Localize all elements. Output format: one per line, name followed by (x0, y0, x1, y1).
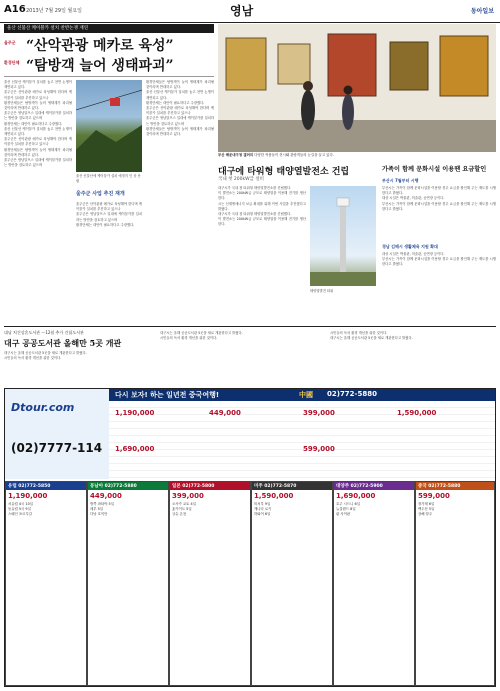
ad-row: 뉴질랜드 8일 (336, 507, 356, 511)
library-body-3 (330, 331, 496, 385)
ad-row: 규슈 온천 (172, 512, 187, 516)
culture-body (382, 186, 496, 240)
photo-caption: 울산 신불산에 케이블카 설치 예정지 인 상 산림 (76, 174, 141, 183)
culture-sub1: 부산시 7월부터 시행 (382, 178, 419, 183)
article-body-col1 (4, 80, 72, 320)
caption-text: 다양한 작품들이 전시돼 관람객들의 눈길을 끌고 있다. (254, 153, 334, 157)
headline-2: “탐방객 늘어 생태파괴” (26, 58, 174, 74)
banner-phone: 02)772-5880 (327, 390, 377, 398)
ad-price: 399,000 (303, 409, 335, 417)
ad-row: 괌 사이판 (336, 512, 351, 516)
body-line: 울주군은 영남알프스 일대에 케이블카를 설치하는 방안을 검토하고 있으며 (4, 158, 72, 168)
ad-row: 하와이 6일 (254, 512, 271, 516)
body-line: 울주군은 영남알프스 일대에 케이블카를 설치하는 방안을 검토하고 있으며 (4, 111, 72, 121)
banner-china: 中國 (299, 391, 313, 399)
ad-banner-left[interactable] (5, 389, 109, 479)
ad-row: 백두산 5일 (418, 507, 435, 511)
culture-body-2 (382, 252, 496, 322)
body-line: 부산시는 가족이 함께 문화시설을 이용할 경우 요금을 할인해 주는 제도를 시행한다고 밝혔다. (382, 257, 496, 267)
ad-price: 1,590,000 (397, 409, 437, 417)
body-line: 대구시는 올해 공공도서관 5곳을 새로 개관한다고 밝혔다. (4, 351, 87, 355)
ad-column-header: 미주 02)772-5870 (252, 482, 332, 490)
side-label-bottom: 환경단체 (4, 60, 20, 65)
ad-row: 오사카 교토 4일 (172, 502, 196, 506)
body-line: 환경단체들은 탐방객이 늘어 생태계가 파괴될 것이라며 반대하고 있다. (4, 100, 72, 111)
body-line: 환경단체는 대안이 필요하다고 주장했다. (4, 121, 63, 126)
body-line: 대구시가 국내 첫 타워형 태양열발전소를 건립했다. (218, 186, 292, 190)
ad-row: 홋카이도 5일 (172, 507, 192, 511)
body-line: 이 발전소는 200kW급 규모로 태양열을 이용해 전기를 생산한다. (218, 191, 306, 201)
body-line: 시는 신재생에너지 보급 확대를 위해 이번 사업을 추진했다고 밝혔다. (218, 201, 306, 211)
caption-title: 부산 해운대구청 갤러리 (218, 153, 254, 157)
headline-1: “산악관광 메카로 육성” (26, 38, 174, 54)
ad-column-header: 중국 02)772-5880 (416, 482, 494, 490)
article-solar (218, 164, 378, 324)
body-line: 대상 시설은 박물관, 미술관, 공연장 등이다. (382, 252, 445, 256)
body-line: 울주군은 산악관광 메카로 육성해야 한다며 케이블카 설치를 추진하고 있으나 (146, 106, 214, 116)
ad-row: 호주 시드니 6일 (336, 502, 360, 506)
solar-body (218, 186, 306, 322)
solar-photo-caption: 태양열발전 타워 (310, 289, 334, 293)
body-line: 시민들의 독서 환경 개선을 위한 것이다. (160, 336, 218, 341)
ad-price: 1,590,000 (254, 492, 294, 500)
article-culture (382, 164, 496, 324)
solar-tower-illustration (310, 186, 376, 286)
ad-column-header: 동남아 02)772-5880 (88, 482, 168, 490)
library-body-2 (160, 331, 326, 385)
gallery-photo (218, 24, 496, 152)
library-body (4, 351, 154, 385)
section-title: 영남 (230, 4, 254, 18)
ad-price: 449,000 (90, 492, 122, 500)
ad-column-europe[interactable] (5, 481, 87, 686)
ad-row: 장가계 6일 (418, 502, 435, 506)
ad-column-america[interactable] (251, 481, 333, 686)
body-line: 울산 신불산 케이블카 설치를 놓고 찬반 논쟁이 재연되고 있다. (4, 126, 72, 137)
body-line: 부산시는 가족이 함께 문화시설을 이용할 경우 요금을 할인해 주는 제도를 시행한다고 밝혔다. (382, 201, 496, 211)
brand-phone: (02)7777-114 (11, 441, 103, 455)
ad-column-china[interactable] (415, 481, 495, 686)
ad-price: 1,690,000 (336, 492, 376, 500)
article-library (4, 326, 496, 387)
divider (4, 76, 214, 77)
body-line: 울주군은 영남알프스 일대에 케이블카를 설치하는 방안을 검토하고 있으며 (146, 116, 214, 126)
cablecar-photo (76, 80, 142, 172)
solar-tower-photo (310, 186, 376, 286)
culture-sub2: 경남 김해시 생활체육 지원 확대 (382, 244, 438, 249)
body-line: 울주군은 영남알프스 일대에 케이블카를 설치하는 방안을 검토하고 있으며 (76, 212, 142, 222)
solar-title: 대구에 타워형 태양열발전소 건립 (218, 167, 350, 177)
body-line: 환경단체는 대안이 필요하다고 주장했다. (146, 100, 205, 105)
body-line: 환경단체는 대안이 필요하다고 주장했다. (76, 222, 135, 227)
body-line: 울주군은 산악관광 메카로 육성해야 한다며 케이블카 설치를 추진하고 있으나 (4, 137, 72, 147)
body-line: 시민들의 독서 환경 개선을 위한 것이다. (330, 331, 388, 335)
ad-row: 캐나다 로키 (254, 507, 272, 511)
article-body-col2 (76, 202, 142, 320)
culture-title: 가족이 함께 문화시설 이용땐 요금할인 (382, 166, 487, 173)
gallery-illustration (218, 24, 496, 152)
ad-top-grid (109, 401, 495, 479)
body-line: 울주군은 산악관광 메카로 육성해야 한다며 케이블카 설치를 추진하고 있으나 (76, 202, 142, 212)
body-line: 울산 신불산 케이블카 설치를 놓고 찬반 논쟁이 재연되고 있다. (146, 90, 214, 100)
ad-row: 다낭 호이안 (90, 512, 108, 516)
body-line: 환경단체들은 탐방객이 늘어 생태계가 파괴될 것이라며 반대하고 있다. (146, 80, 214, 90)
ad-row: 미서부 9일 (254, 502, 271, 506)
body-line: 울주군은 산악관광 메카로 육성해야 한다며 케이블카 설치를 추진하고 있으나 (4, 90, 72, 100)
ad-row: 동유럽 5국 9일 (8, 507, 31, 511)
ad-banner-main[interactable] (109, 389, 495, 401)
body-line: 대구시는 올해 공공도서관 5곳을 새로 개관한다고 밝혔다. (160, 331, 243, 335)
sub-headline: 울주군 사업 추진 재개 (76, 191, 125, 197)
ad-price: 1,190,000 (8, 492, 48, 500)
cablecar-illustration (76, 80, 142, 172)
ad-row: 세부 5일 (90, 507, 104, 511)
body-line: 이 발전소는 200kW급 규모로 태양열을 이용해 전기를 생산한다. (218, 217, 306, 227)
ad-column-japan[interactable] (169, 481, 251, 686)
ad-price: 1,190,000 (115, 409, 155, 417)
ad-section (4, 388, 496, 687)
page-header (0, 0, 500, 23)
ad-row: 상해 항주 (418, 512, 433, 516)
solar-subtitle: 국내 첫 200kW급 설비 (218, 177, 265, 182)
body-line: 시민들의 독서 환경 개선을 위한 것이다. (4, 356, 62, 361)
ad-column-header: 일본 02)772-5800 (170, 482, 250, 490)
brand-logo: Dtour.com (11, 401, 75, 414)
ad-column-header: 유럽 02)772-5850 (6, 482, 86, 490)
body-line: 환경단체들은 탐방객이 늘어 생태계가 파괴될 것이라며 반대하고 있다. (146, 126, 214, 137)
ad-row: 스페인 포르투갈 (8, 512, 33, 516)
page-number: A16 (4, 4, 26, 15)
issue-date: 2013년 7월 29일 월요일 (26, 8, 83, 14)
body-line: 대구시가 국내 첫 타워형 태양열발전소를 건립했다. (218, 212, 292, 217)
cablecar-cabin (110, 98, 120, 106)
kicker-text: 울산 신불산 케이블카 설치 찬반논쟁 재연 (7, 26, 89, 31)
ad-column-oceania[interactable] (333, 481, 415, 686)
ad-price: 599,000 (303, 445, 335, 453)
side-label-top: 울주군 (4, 40, 16, 45)
paper-logo: 동아일보 (470, 8, 494, 15)
library-title: 대구 공공도서관 올해만 5곳 개관 (4, 338, 122, 348)
ad-column-header: 대양주 02)772-5900 (334, 482, 414, 490)
ad-price: 599,000 (418, 492, 450, 500)
ad-price: 399,000 (172, 492, 204, 500)
article-kicker (4, 24, 214, 33)
banner-title: 다시 보자! 하는 일년전 중국여행! (115, 391, 220, 399)
body-line: 대구시는 올해 공공도서관 5곳을 새로 개관한다고 밝혔다. (330, 336, 413, 341)
library-kicker: 대남 처건상혼도서관 ～12월 추가 건립도서관 (4, 330, 84, 335)
ad-row: 서유럽 4국 10일 (8, 502, 34, 506)
article-cablecar (4, 24, 214, 324)
body-line: 울산 신불산 케이블카 설치를 놓고 찬반 논쟁이 재연되고 있다. (4, 80, 72, 90)
ad-row: 방콕 파타야 5일 (90, 502, 114, 506)
ad-price: 449,000 (209, 409, 241, 417)
body-line: 환경단체들은 탐방객이 늘어 생태계가 파괴될 것이라며 반대하고 있다. (4, 147, 72, 157)
article-body-col3 (146, 80, 214, 320)
gallery-caption (218, 153, 496, 158)
body-line: 대상 시설은 박물관, 미술관, 공연장 등이다. (382, 196, 445, 201)
ad-column-asia[interactable] (87, 481, 169, 686)
ad-price: 1,690,000 (115, 445, 155, 453)
body-line: 부산시는 가족이 함께 문화시설을 이용할 경우 요금을 할인해 주는 제도를 시행한다고 밝혔다. (382, 186, 496, 196)
